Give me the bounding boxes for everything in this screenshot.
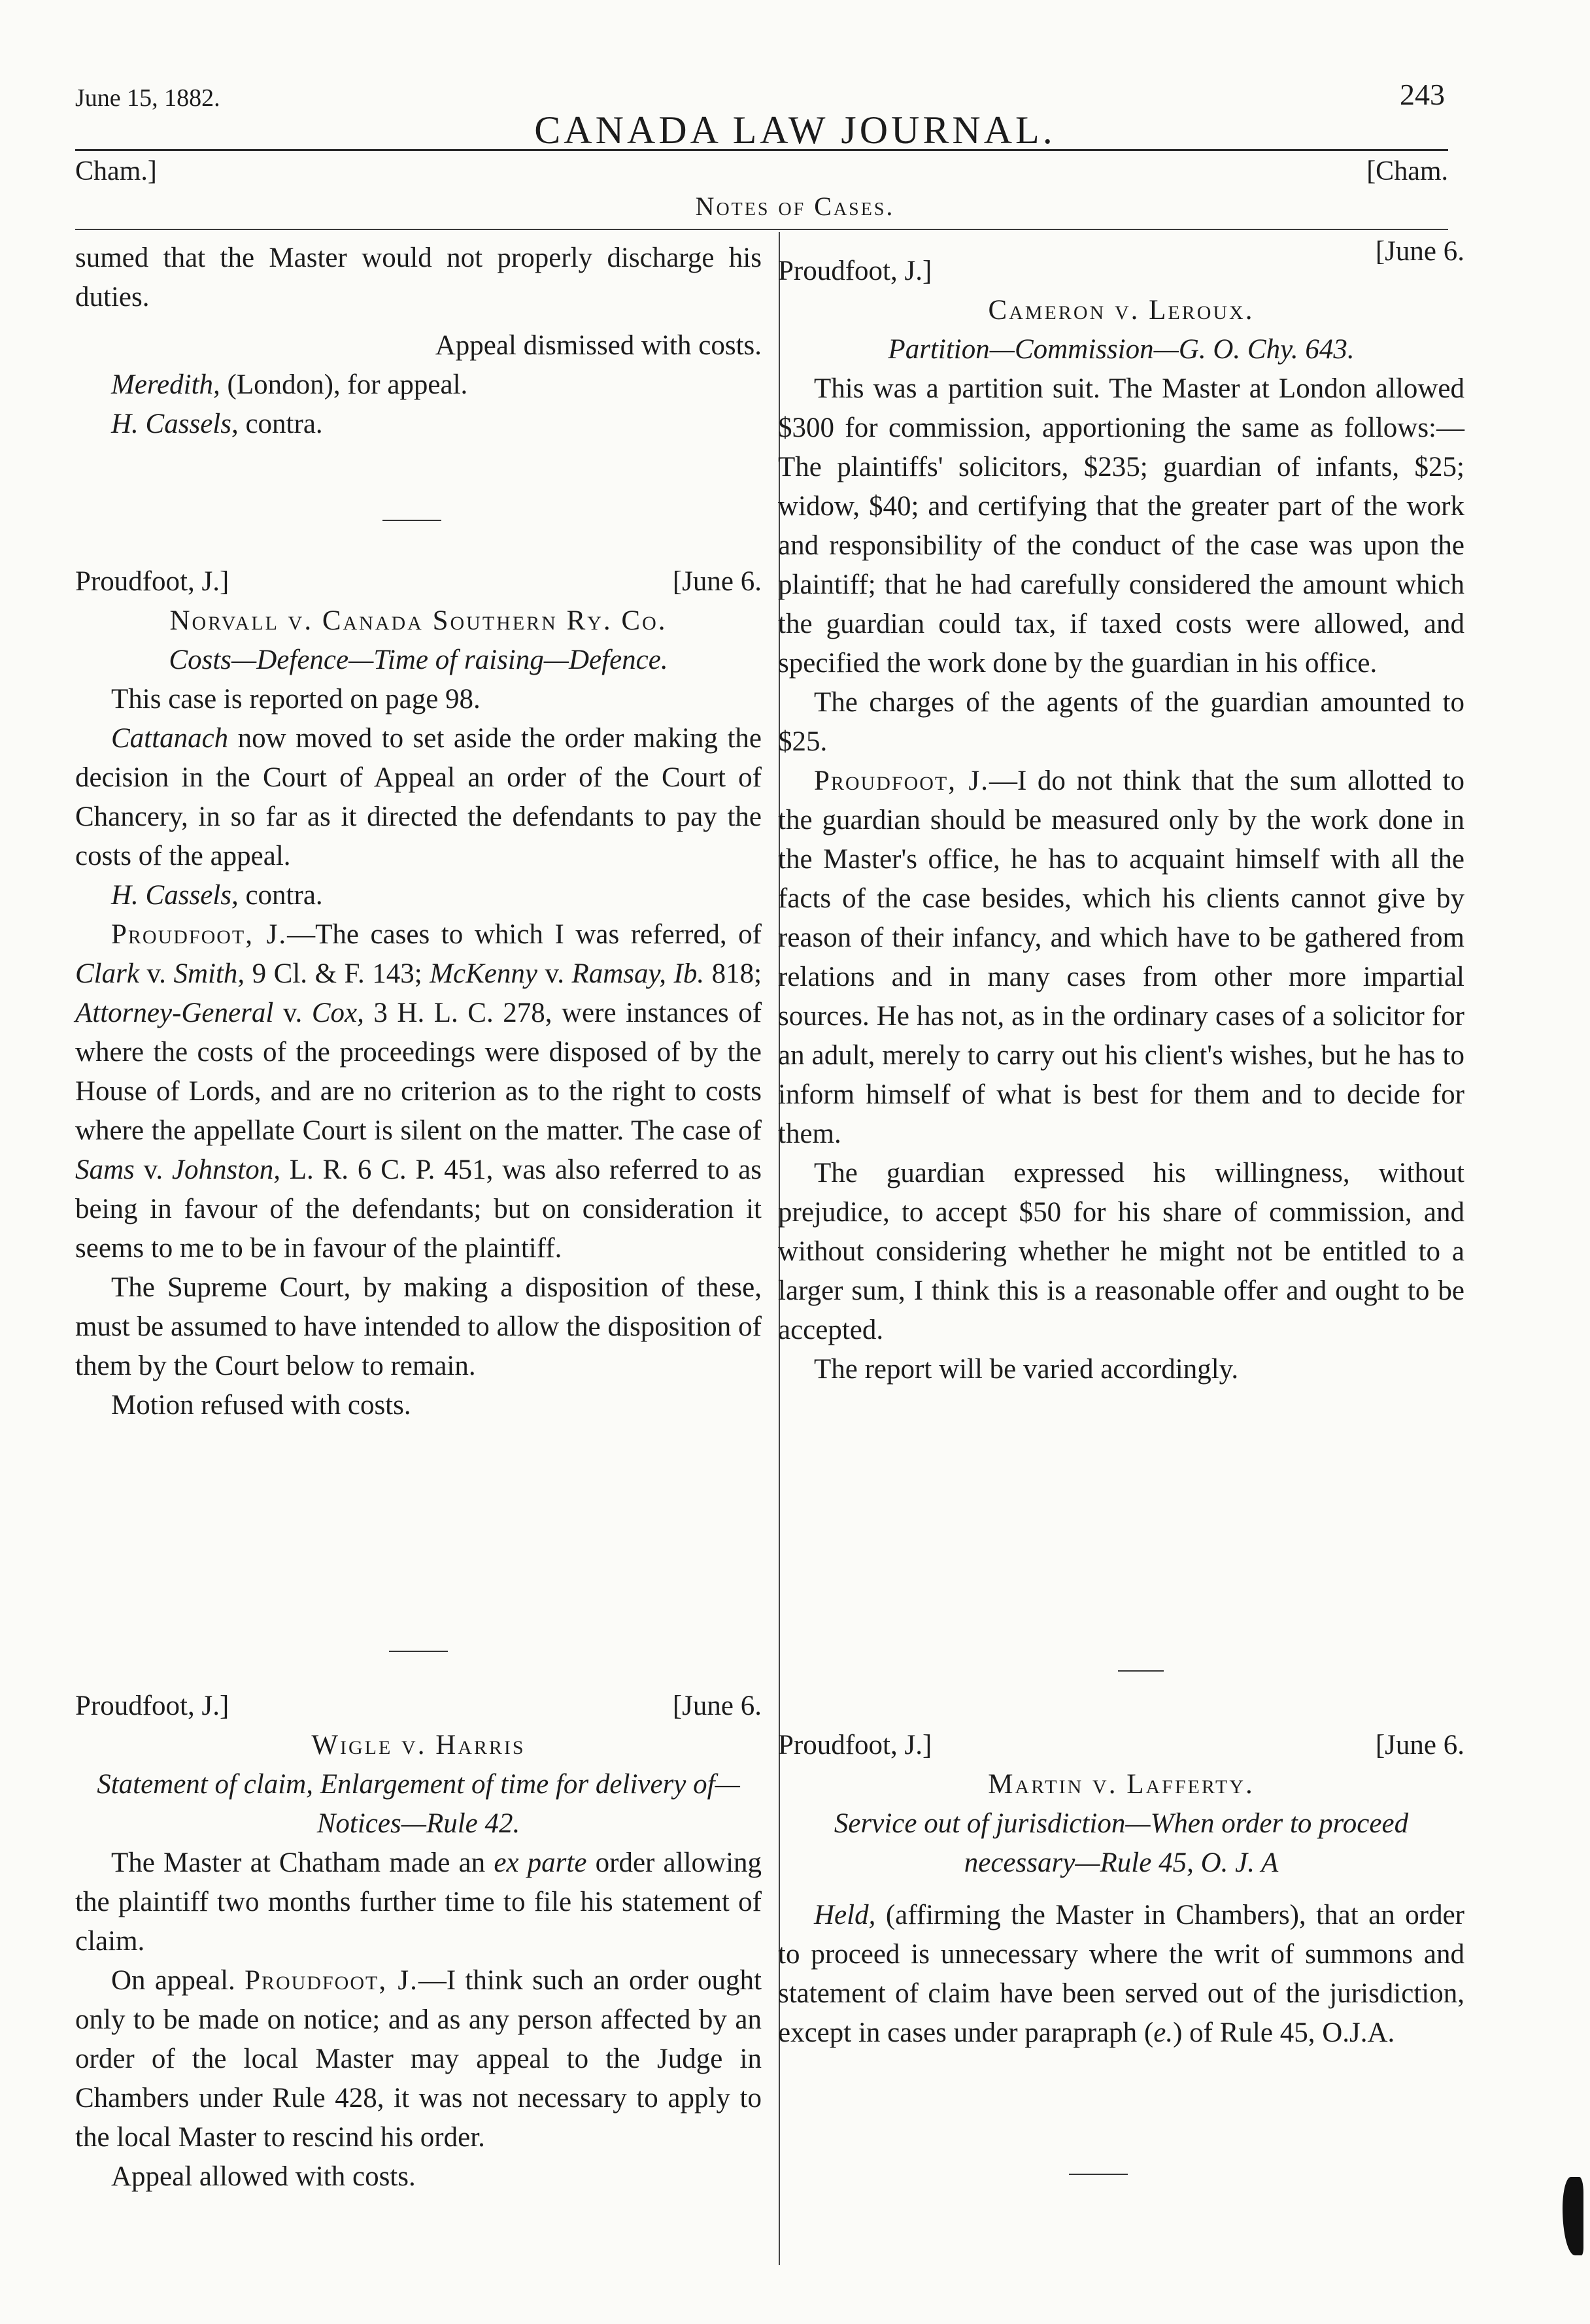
case-paragraph: The guardian expressed his willingness, without prejudice, to accept $50 for his share of commission, and without considering whether he might not be entitled to a larger sum, I think this is a reasonable offer and ought to be accepted. xyxy=(778,1158,1464,1345)
cited-case: McKenny xyxy=(430,958,537,989)
judge-name: Proudfoot, J.] xyxy=(778,256,932,286)
cited-case: Attorney-General xyxy=(75,998,274,1028)
header-rule xyxy=(75,149,1448,151)
cited-case: Cox, xyxy=(311,998,364,1028)
continuation-text: sumed that the Master would not properly discharge his duties. xyxy=(75,243,762,312)
judge-name: Proudfoot, J.] xyxy=(75,566,229,597)
case-paragraph xyxy=(75,1844,762,1961)
case-result: Appeal dismissed with costs. xyxy=(435,330,762,361)
counsel-name: Cattanach xyxy=(111,723,229,754)
counsel-name: Meredith, xyxy=(111,369,220,400)
case-paragraph: The Supreme Court, by making a disposition of these, must be assumed to have intended to allow the disposition of them by the Court below to remain. xyxy=(75,1272,762,1381)
case-wigle xyxy=(75,1687,762,2197)
section-rule xyxy=(75,229,1448,230)
case-paragraph: The charges of the agents of the guardian amounted to $25. xyxy=(778,687,1464,757)
case-separator xyxy=(382,520,441,521)
paragraph-text: v. xyxy=(282,998,303,1028)
case-result: Appeal allowed with costs. xyxy=(111,2161,416,2192)
case-separator xyxy=(1069,2174,1128,2175)
page-number: 243 xyxy=(1400,78,1445,111)
judge-ref: Proudfoot, J. xyxy=(111,919,288,950)
case-cameron xyxy=(778,236,1464,1389)
paragraph-text: ) of Rule 45, O.J.A. xyxy=(1173,2017,1395,2048)
case-paragraph xyxy=(75,876,762,915)
case-separator xyxy=(389,1651,448,1652)
judge-name: Proudfoot, J.] xyxy=(778,1730,932,1760)
paragraph-text: On appeal. xyxy=(111,1965,235,1996)
case-subject: Service out of jurisdiction—When order to proceed necessary—Rule 45, O. J. A xyxy=(834,1808,1409,1878)
cited-case: Smith, xyxy=(173,958,245,989)
paragraph-text: v. xyxy=(545,958,564,989)
paragraph-text: 9 Cl. & F. 143; xyxy=(252,958,422,989)
right-section-tag: [Cham. xyxy=(1366,156,1448,186)
paragraph-text: —I think such an order ought only to be made on notice; and as any person affected by an order of the local Master may appeal to the Judge in Chambers under Rule 428, it was not necessary to apply to the local Master to rescind his order. xyxy=(75,1965,762,2153)
left-section-tag: Cham.] xyxy=(75,156,157,186)
issue-date: June 15, 1882. xyxy=(75,84,220,112)
paragraph-text: —The cases to which I was referred, of xyxy=(287,919,762,950)
decision-date: [June 6. xyxy=(1375,236,1464,267)
judge-line xyxy=(75,562,762,601)
paragraph-letter: e. xyxy=(1153,2017,1174,2048)
decision-date: [June 6. xyxy=(672,566,762,597)
counsel-role: (London), for appeal. xyxy=(227,369,468,400)
judgment-paragraph xyxy=(778,762,1464,1154)
case-separator xyxy=(1118,1670,1164,1672)
held-term: Held, xyxy=(814,1900,876,1930)
judge-ref: Proudfoot, J. xyxy=(245,1965,418,1996)
page-edge-mark xyxy=(1563,2177,1583,2255)
case-subject: Costs—Defence—Time of raising—Defence. xyxy=(169,645,668,675)
case-paragraph: This case is reported on page 98. xyxy=(111,684,481,715)
judge-line xyxy=(778,236,1464,291)
paragraph-text: v. xyxy=(146,958,166,989)
judge-name: Proudfoot, J.] xyxy=(75,1691,229,1721)
judge-line xyxy=(778,1726,1464,1765)
case-paragraph xyxy=(778,1896,1464,2053)
case-title: Wigle v. Harris xyxy=(311,1730,526,1760)
case-title: Martin v. Lafferty. xyxy=(988,1769,1255,1800)
paragraph-text: The Master at Chatham made an xyxy=(111,1847,486,1878)
counsel-name: H. Cassels, xyxy=(111,409,239,439)
case-paragraph: This was a partition suit. The Master at London allowed $300 for commission, apportioning the same as follows:—The plaintiffs' solicitors, $235; guardian of infants, $25; widow, $40; and certifying that the greater part of the work and responsibility of the conduct of the case was upon the plaintiff; that he had carefully considered the amount which the guardian could tax, if taxed costs were allowed, and specified the work done by the guardian in his office. xyxy=(778,373,1464,679)
paragraph-text: 818; xyxy=(711,958,762,989)
decision-date: [June 6. xyxy=(672,1691,762,1721)
paragraph-text: contra. xyxy=(245,880,323,911)
case-paragraph xyxy=(75,719,762,876)
cited-case: Sams xyxy=(75,1154,135,1185)
counsel-line xyxy=(75,365,762,405)
judge-line xyxy=(75,1687,762,1726)
case-subject: Statement of claim, Enlargement of time for delivery of—Notices—Rule 42. xyxy=(97,1769,740,1839)
case-martin xyxy=(778,1726,1464,2053)
case-title: Cameron v. Leroux. xyxy=(988,295,1255,326)
paragraph-text: —I do not think that the sum allotted to the guardian should be measured only by the work done in the Master's office, he has to acquaint himself with all the facts of the case besides, which his clients cannot give by reason of their infancy, and which have to be gathered from relations and in many cases from other more impartial sources. He has not, as in the ordinary cases of a solicitor for an adult, merely to carry out his client's wishes, but he has to inform himself of what is best for them and to decide for them. xyxy=(778,766,1464,1149)
paragraph-text: v. xyxy=(143,1154,163,1185)
paragraph-text: (affirming the Master in Chambers), that an order to proceed is unnecessary where the writ of summons and statement of claim have been served out of the jurisdiction, except in cases under parapraph ( xyxy=(778,1900,1464,2048)
case-result: Motion refused with costs. xyxy=(111,1390,411,1421)
paragraph-text: L. R. 6 C. P. 451, was also referred to as being in favour of the defendants; but on consideration it seems to me to be in favour of the plaintiff. xyxy=(75,1154,762,1264)
paragraph-text: order allowing the plaintiff two months further time to file his statement of claim. xyxy=(75,1847,762,1957)
paragraph-text: now moved to set aside the order making the decision in the Court of Appeal an order of the Court of Chancery, in so far as it directed the defendants to pay the costs of the appeal. xyxy=(75,723,762,871)
case-subject: Partition—Commission—G. O. Chy. 643. xyxy=(888,334,1355,365)
section-heading: Notes of Cases. xyxy=(695,192,895,221)
latin-term: ex parte xyxy=(494,1847,587,1878)
cited-case: Clark xyxy=(75,958,139,989)
case-title: Norvall v. Canada Southern Ry. Co. xyxy=(169,605,668,636)
cited-case: Ramsay, Ib. xyxy=(571,958,705,989)
case-result: The report will be varied accordingly. xyxy=(814,1354,1239,1385)
judge-ref: Proudfoot, J. xyxy=(814,766,990,796)
case-norvall xyxy=(75,562,762,1425)
judgment-paragraph xyxy=(75,1961,762,2157)
cited-case: Johnston, xyxy=(171,1154,280,1185)
counsel-name: H. Cassels, xyxy=(111,880,239,911)
judgment-paragraph xyxy=(75,915,762,1268)
left-case-1-tail xyxy=(75,239,762,444)
counsel-role: contra. xyxy=(245,409,323,439)
decision-date: [June 6. xyxy=(1375,1730,1464,1760)
paragraph-text: 3 H. L. C. 278, were instances of where the costs of the proceedings were disposed of by the House of Lords, and are no criterion as to the right to costs where the appellate Court is silent on the matter. The case of xyxy=(75,998,762,1146)
journal-title: CANADA LAW JOURNAL. xyxy=(534,109,1056,152)
counsel-line xyxy=(75,405,762,444)
